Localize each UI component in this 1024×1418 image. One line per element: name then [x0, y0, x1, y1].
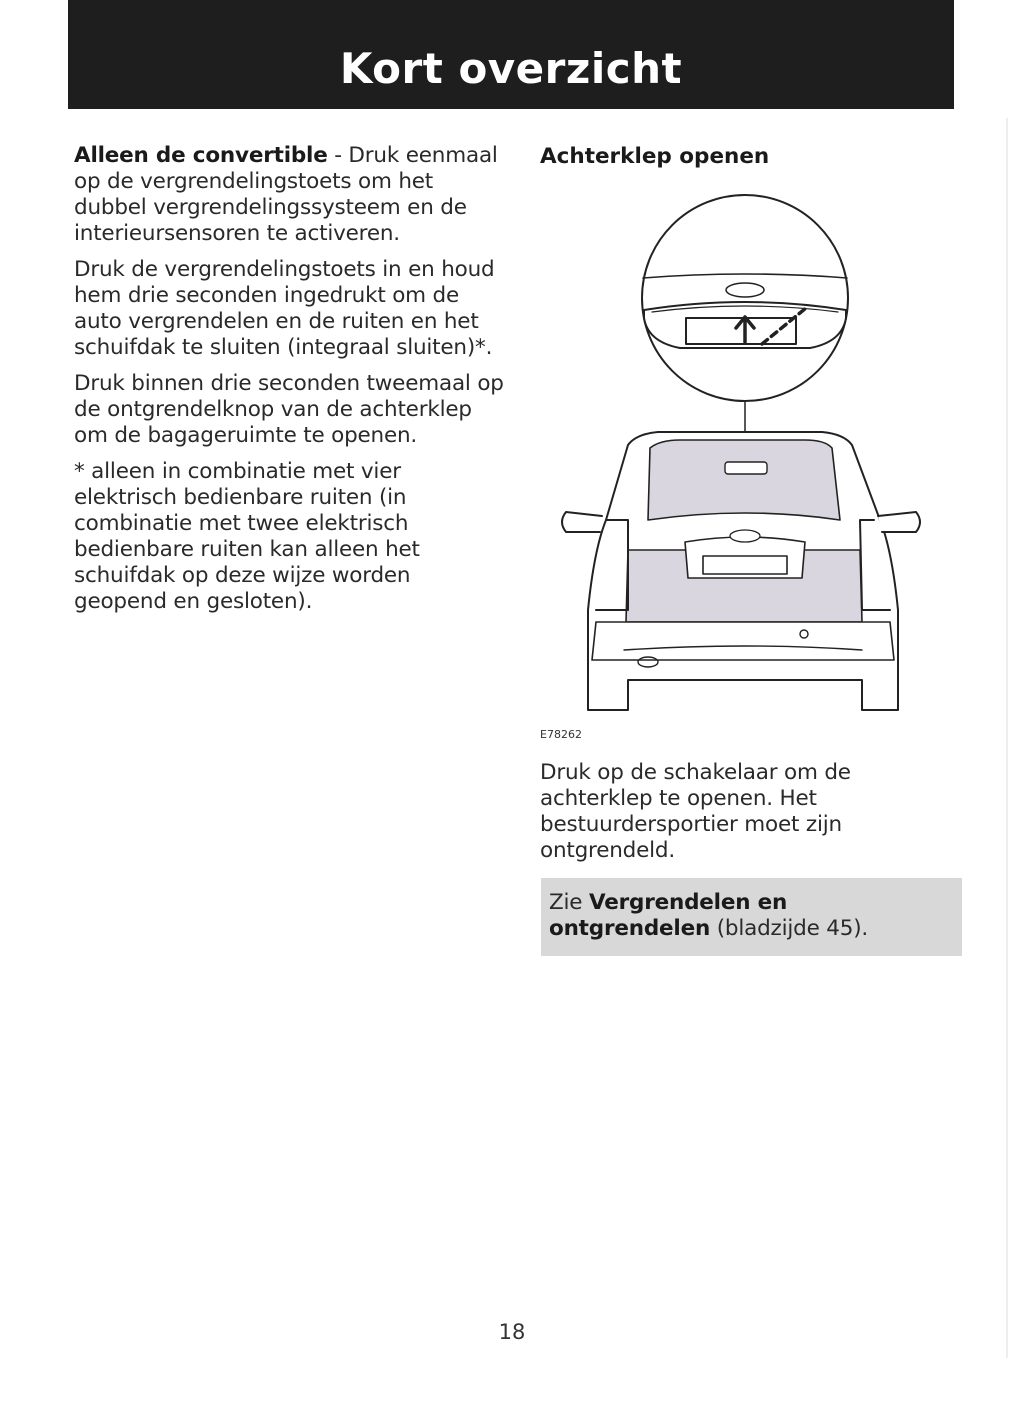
figure-code: E78262 [540, 728, 582, 741]
reference-note [541, 878, 962, 956]
convertible-text: - Druk eenmaal op de vergrendelingstoets om het dubbel vergrendelingssysteem en de interieursensoren te activeren. [74, 143, 498, 246]
reference-note-text [549, 890, 954, 942]
section-heading: Achterklep openen [540, 144, 770, 169]
note-link[interactable]: Vergrendelen en ontgrendelen [549, 890, 788, 941]
paragraph-integral-closing: Druk de vergrendelingstoets in en houd hem drie seconden ingedrukt om de auto vergrendelen en de ruiten en het schuifdak te sluiten (integraal sluiten)*. [74, 257, 495, 360]
convertible-lead: Alleen de convertible [74, 143, 328, 168]
right-column [540, 143, 960, 171]
zoom-circle [642, 195, 848, 401]
paragraph-footnote: * alleen in combinatie met vier elektrisch bedienbare ruiten (in combinatie met twee elektrisch bedienbare ruiten kan alleen het schuifdak op deze wijze worden geopend en gesloten). [74, 459, 420, 614]
page-edge-rule [1006, 118, 1008, 1358]
tailgate-description: Druk op de schakelaar om de achterklep te openen. Het bestuurdersportier moet zijn ontgrendeld. [540, 760, 851, 863]
header-bar [68, 0, 954, 109]
page-number: 18 [498, 1320, 526, 1344]
note-prefix: Zie [549, 890, 589, 915]
paragraph-tailgate-double-press: Druk binnen drie seconden tweemaal op de ontgrendelknop van de achterklep om de bagageruimte te openen. [74, 371, 504, 448]
page-title: Kort overzicht [339, 44, 683, 93]
paragraph-convertible [74, 143, 504, 247]
note-suffix: (bladzijde 45). [710, 916, 869, 941]
tailgate-description-block [540, 760, 940, 874]
tailgate-illustration [540, 190, 940, 720]
left-column [74, 143, 504, 625]
